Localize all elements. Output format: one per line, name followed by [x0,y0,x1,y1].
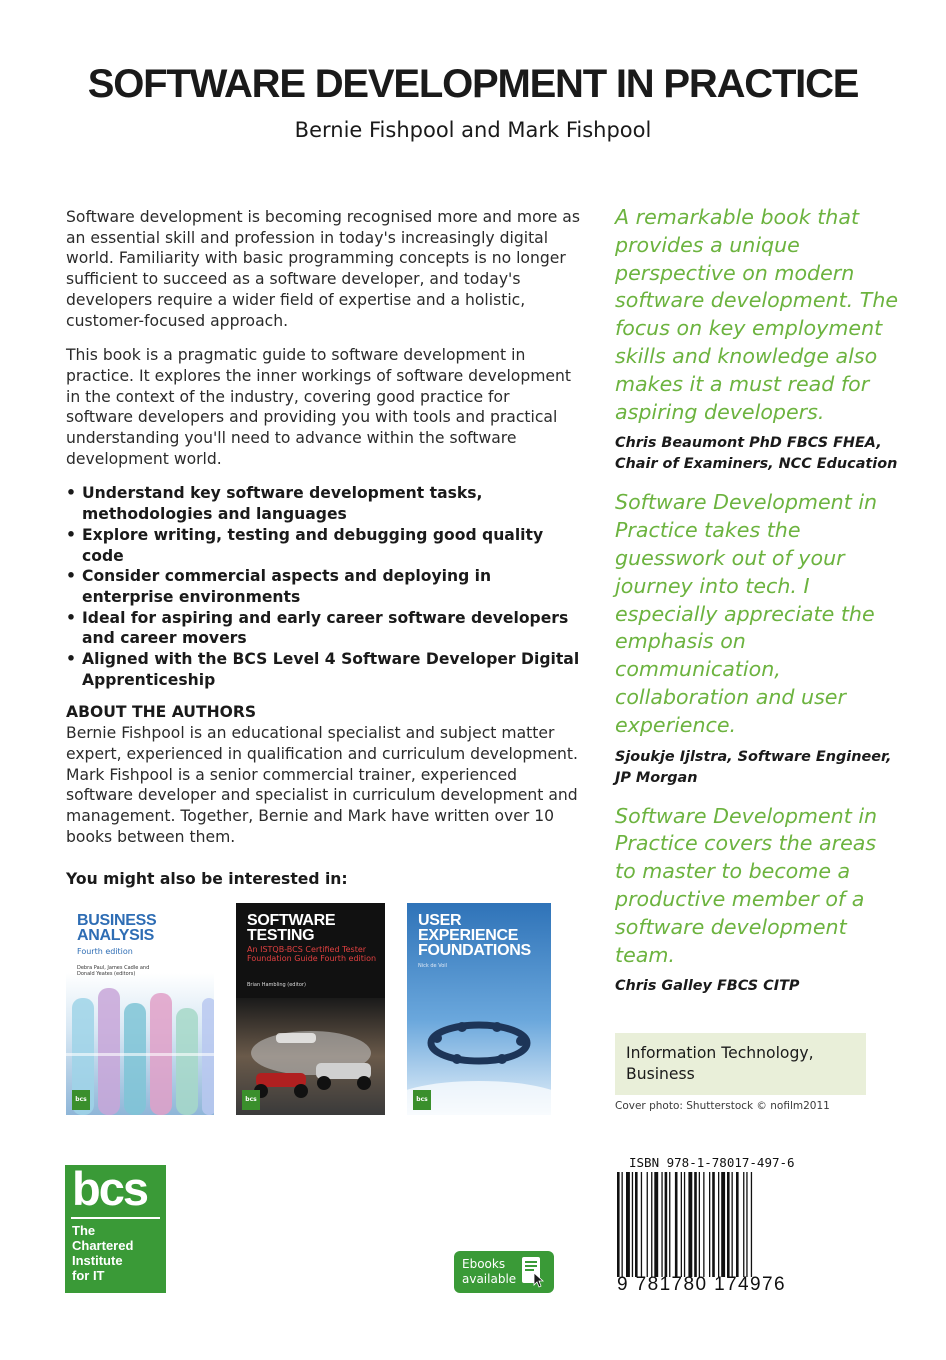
cover-title: USER EXPERIENCE FOUNDATIONS [418,912,531,959]
bcs-divider [71,1217,160,1219]
barcode-bar [641,1172,642,1277]
bcs-mini-logo: bcs [413,1090,431,1110]
bcs-wordmark: bcs [72,1165,147,1215]
about-authors-heading: ABOUT THE AUTHORS [66,703,257,722]
barcode-bar [654,1172,658,1277]
book-authors: Bernie Fishpool and Mark Fishpool [294,118,652,142]
related-book-ux-foundations[interactable] [407,903,551,1115]
ebooks-available-badge[interactable] [454,1251,554,1293]
quote-text: A remarkable book that provides a unique perspective on modern software development. The focus on key employment skills and knowledge also makes it a must read for aspiring developers. [615,205,899,424]
cover-editors: Brian Hambling (editor) [247,982,306,988]
barcode-bar [688,1172,692,1277]
barcode-bar [681,1172,682,1277]
barcode-bar [718,1172,719,1277]
feature-item: • Understand key software development tasks, methodologies and languages [66,483,581,524]
intro-paragraph-2: This book is a pragmatic guide to software development in practice. It explores the inner workings of software development in the context of the industry, covering good practice for software developers and providing you with tools and practical understanding you'll need to advance within the software development world. [66,346,572,468]
cover-editors: Debra Paul, James Cadle and Donald Yeates (editors) [77,965,150,977]
barcode-bar [661,1172,662,1277]
bcs-mini-logo: bcs [72,1090,90,1110]
barcode-bar [665,1172,668,1277]
isbn-text: ISBN 978-1-78017-497-6 [629,1155,795,1170]
barcode-bar [617,1172,620,1277]
intro-paragraph-1: Software development is becoming recognised more and more as an essential skill and profession in today's increasingly digital world. Familiarity with basic programming concepts is no longer sufficient to succeed as a software developer, and today's developers require a wider field of expertise and a holistic, customer-focused approach. [66,208,580,330]
cover-photo-credit: Cover photo: Shutterstock © nofilm2011 [615,1100,830,1112]
bcs-logo [65,1165,166,1293]
related-book-business-analysis[interactable] [66,903,214,1115]
barcode-bar [669,1172,670,1277]
quote-attribution: Chris Beaumont PhD FBCS FHEA, Chair of Examiners, NCC Education [615,435,898,473]
feature-item: • Consider commercial aspects and deploying in enterprise environments [66,566,581,607]
barcode-bar [675,1172,678,1277]
cover-author: Nick de Voil [418,963,448,969]
barcode-bar [647,1172,648,1277]
barcode-bar [699,1172,700,1277]
barcode-bar [703,1172,704,1277]
quote-attribution: Chris Galley FBCS CITP [615,978,800,995]
barcode-bar [635,1172,638,1277]
barcode-bar [751,1172,752,1277]
cover-subtitle: Fourth edition [77,947,133,956]
ean-digits: 9 781780 174976 [617,1274,786,1295]
feature-item: • Aligned with the BCS Level 4 Software Developer Digital Apprenticeship [66,649,581,690]
cover-title: SOFTWARE TESTING [247,912,336,944]
barcode-bar [727,1172,730,1277]
ebooks-label: Ebooks available [462,1257,517,1286]
quote-attribution: Sjoukje Ijlstra, Software Engineer, JP Morgan [615,748,892,786]
endorsements [615,204,900,1011]
barcode-bar [721,1172,725,1277]
cover-title: BUSINESS ANALYSIS [77,912,157,944]
quote-text: Software Development in Practice takes the guesswork out of your journey into tech. I especially appreciate the emphasis on communication, collaboration and user experience. [615,490,878,737]
barcode-bar [651,1172,652,1277]
barcode-bar [712,1172,715,1277]
related-book-software-testing[interactable] [236,903,385,1115]
barcode-bar [694,1172,697,1277]
feature-item: • Ideal for aspiring and early career software developers and career movers [66,608,581,649]
bcs-mini-logo: bcs [242,1090,260,1110]
bcs-tagline: The Chartered Institute for IT [72,1223,134,1283]
barcode-bar [736,1172,739,1277]
barcode-bar [626,1172,630,1277]
ebook-tablet-icon [520,1256,546,1288]
subject-category: Information Technology, Business [615,1033,866,1095]
feature-item: • Explore writing, testing and debugging good quality code [66,525,581,566]
about-authors-text: Bernie Fishpool is an educational specialist and subject matter expert, experienced in qualification and curriculum development. Mark Fishpool is a senior commercial trainer, experienced software developer and specialist in curriculum development and management. Together, Bernie and Mark have written over 10 books between them. [66,724,578,846]
quote-text: Software Development in Practice covers the areas to master to become a productive member of a software development team. [615,803,878,967]
feature-list [66,483,581,690]
book-title: SOFTWARE DEVELOPMENT IN PRACTICE [87,62,859,106]
barcode-bar [746,1172,747,1277]
barcode-bar [632,1172,633,1277]
isbn-barcode [617,1172,785,1277]
cover-subtitle: An ISTQB-BCS Certified Tester Foundation Guide Fourth edition [247,945,377,963]
barcode-bar [684,1172,685,1277]
barcode-bar [709,1172,710,1277]
barcode-bar [743,1172,744,1277]
barcode-bar [622,1172,623,1277]
description-column [66,207,581,861]
related-books-label: You might also be interested in: [66,870,348,888]
barcode-bar [732,1172,733,1277]
